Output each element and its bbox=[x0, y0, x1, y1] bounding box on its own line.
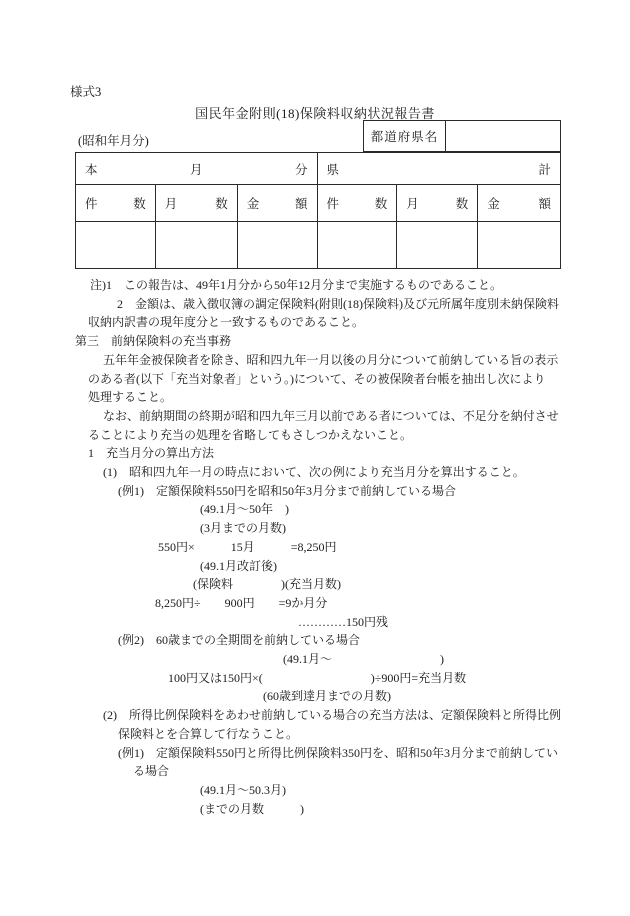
column-header-char-right: 数 bbox=[215, 197, 228, 211]
column-header-char-left: 金 bbox=[487, 197, 500, 211]
body-text-line: 注)1 この報告は、49年1月分から50年12月分まで実施するものであること。 bbox=[90, 278, 502, 292]
body-text-line: (49.1月～50年 ) bbox=[200, 502, 289, 517]
data-cell-5 bbox=[397, 222, 478, 269]
body-text-line: (60歳到達月までの月数) bbox=[263, 689, 391, 704]
period-label: (昭和年月分) bbox=[78, 134, 149, 148]
body-text-line: 2 金額は、歳入徴収簿の調定保険料(附則(18)保険料)及び元所属年度別未納保険料 bbox=[117, 296, 559, 311]
column-header-4 bbox=[317, 185, 397, 222]
column-header-char-left: 件 bbox=[326, 197, 340, 211]
column-header-char-right: 額 bbox=[295, 197, 308, 211]
body-text-line: 8,250円÷ 900円 =9か月分 bbox=[155, 595, 328, 610]
form-number: 様式3 bbox=[70, 85, 102, 99]
body-text-line: 第三 前納保険料の充当事務 bbox=[75, 334, 232, 349]
body-text-line: 100円又は150円×( )÷900円=充当月数 bbox=[168, 670, 467, 685]
body-text-line: (49.1月～ ) bbox=[283, 652, 444, 667]
column-header-row bbox=[76, 185, 561, 222]
group-header-right bbox=[317, 153, 560, 185]
data-row bbox=[76, 222, 561, 269]
body-text-line: (49.1月～50.3月) bbox=[200, 782, 286, 797]
column-header-char-right: 数 bbox=[133, 197, 146, 211]
body-text-line: のある者(以下「充当対象者」という。)について、その被保険者台帳を抽出し次により bbox=[88, 371, 546, 386]
column-header-char-right: 数 bbox=[455, 197, 469, 211]
column-header-char-right: 数 bbox=[374, 197, 388, 211]
group-header-bun: 分 bbox=[295, 162, 308, 177]
column-header-2 bbox=[155, 185, 237, 222]
column-header-char-left: 月 bbox=[164, 197, 178, 211]
column-header-char-left: 月 bbox=[406, 197, 419, 211]
body-text-line: (までの月数 ) bbox=[200, 801, 304, 816]
report-table bbox=[75, 152, 561, 269]
data-cell-1 bbox=[76, 222, 156, 269]
group-header-hon: 本 bbox=[85, 162, 98, 177]
body-text-line: (3月までの月数) bbox=[200, 521, 286, 536]
column-header-5 bbox=[397, 185, 478, 222]
group-header-left bbox=[76, 153, 318, 185]
column-header-char-right: 額 bbox=[538, 197, 551, 211]
body-text-line: 五年年金被保険者を除き、昭和四九年一月以後の月分について前納している旨の表示 bbox=[103, 352, 559, 367]
body-text-line: (保険料 )(充当月数) bbox=[193, 577, 341, 592]
data-cell-6 bbox=[478, 222, 561, 269]
body-text-line: なお、前納期間の終期が昭和四九年三月以前である者については、不足分を納付させ bbox=[103, 408, 559, 423]
body-text bbox=[75, 276, 575, 818]
body-text-line: 収納内訳書の現年度分と一致するものであること。 bbox=[88, 315, 365, 330]
body-text-line: (1) 昭和四九年一月の時点において、次の例により充当月分を算出すること。 bbox=[103, 465, 525, 480]
body-text-line: …………150円残 bbox=[298, 614, 389, 629]
body-text-line: (例1) 定額保険料550円と所得比例保険料350円を、昭和50年3月分まで前納してい bbox=[118, 745, 558, 760]
body-text-line: る場合 bbox=[133, 764, 170, 779]
prefecture-label: 都道府県名 bbox=[364, 121, 446, 151]
group-header-kei: 計 bbox=[538, 162, 551, 177]
document-title: 国民年金附則(18)保険料収納状況報告書 bbox=[195, 106, 435, 121]
column-header-3 bbox=[237, 185, 317, 222]
column-header-char-left: 金 bbox=[246, 197, 260, 211]
body-text-line: 550円× 15月 =8,250円 bbox=[158, 539, 337, 554]
body-text-line: 処理すること。 bbox=[88, 390, 173, 405]
body-text-line: (例2) 60歳までの全期間を前納している場合 bbox=[118, 633, 360, 648]
body-text-line: ることにより充当の処理を省略してもさしつかえないこと。 bbox=[88, 427, 413, 442]
body-text-line: (2) 所得比例保険料をあわせ前納している場合の充当方法は、定額保険料と所得比例 bbox=[103, 708, 561, 723]
data-cell-4 bbox=[317, 222, 397, 269]
data-cell-3 bbox=[237, 222, 317, 269]
body-text-line: 保険料とを合算して行なうこと。 bbox=[118, 726, 299, 741]
group-header-tsuki: 月 bbox=[190, 162, 203, 177]
group-header-ken: 県 bbox=[326, 162, 340, 177]
column-header-1 bbox=[76, 185, 156, 222]
column-header-char-left: 件 bbox=[85, 197, 98, 211]
group-header-row bbox=[76, 153, 561, 185]
body-text-line: (例1) 定額保険料550円を昭和50年3月分まで前納している場合 bbox=[118, 483, 456, 498]
prefecture-name-box bbox=[363, 120, 561, 152]
body-text-line: (49.1月改訂後) bbox=[200, 558, 277, 573]
body-text-line: 1 充当月分の算出方法 bbox=[88, 446, 215, 461]
prefecture-value-cell bbox=[446, 121, 560, 151]
data-cell-2 bbox=[155, 222, 237, 269]
column-header-6 bbox=[478, 185, 561, 222]
